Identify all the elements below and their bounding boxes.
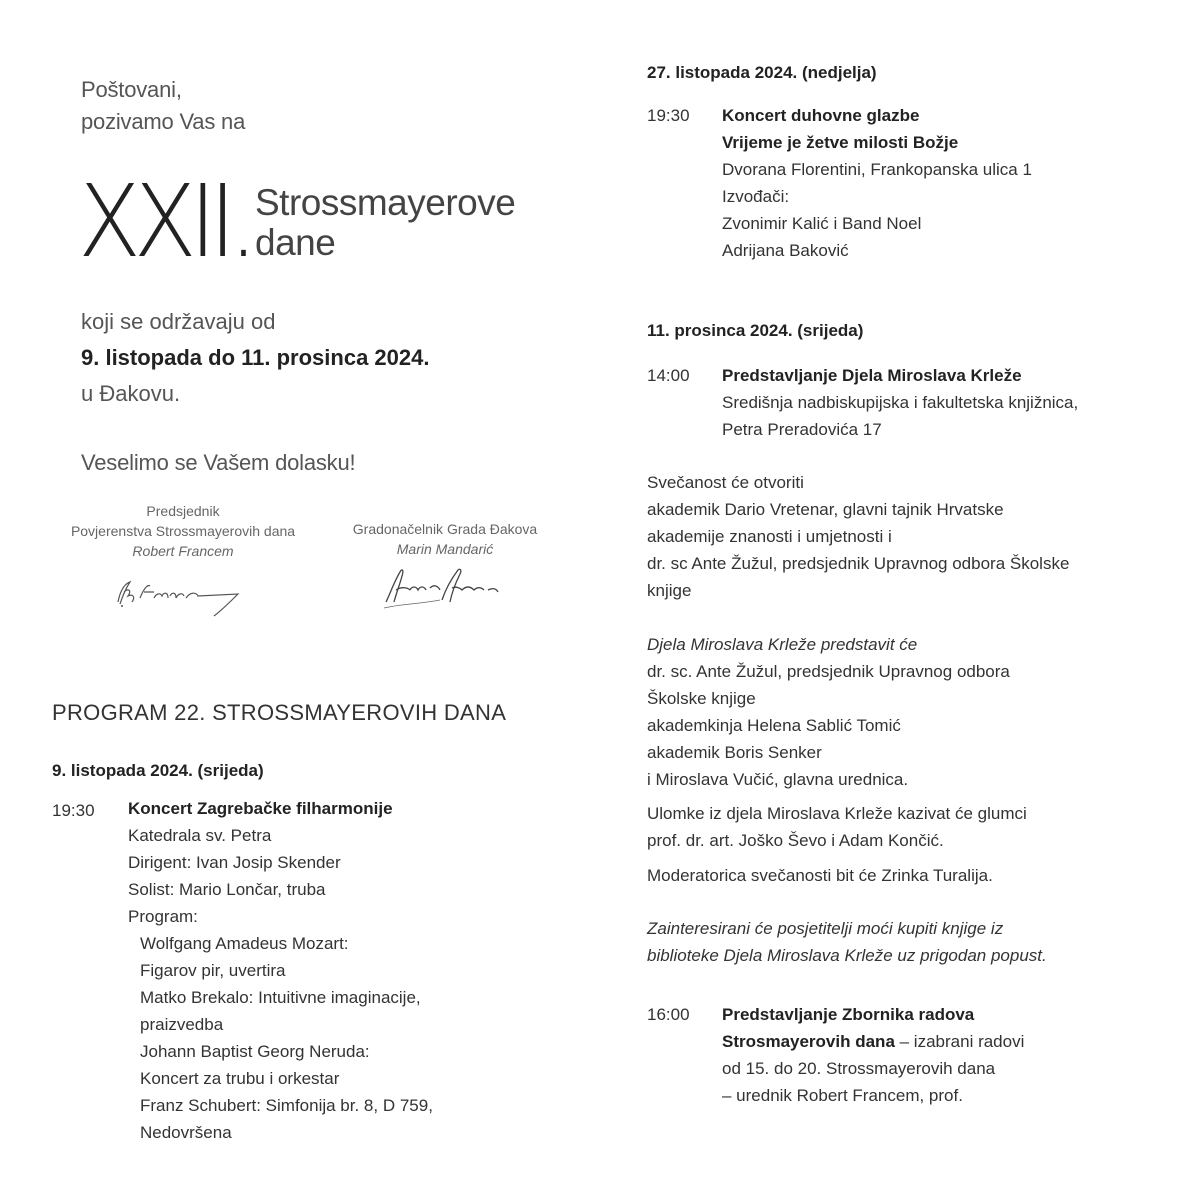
note-line: Zainteresirani će posjetitelji moći kupiti knjige iz <box>647 919 1004 938</box>
presenter-line: i Miroslava Vučić, glavna urednica. <box>647 770 909 789</box>
signature-right-role: Gradonačelnik Grada Đakova <box>352 521 538 537</box>
day2-line: Adrijana Baković <box>722 241 849 260</box>
welcome-text: Veselimo se Vašem dolasku! <box>81 450 356 475</box>
day2-event-title-1: Koncert duhovne glazbe <box>722 106 920 125</box>
day3-event1-title: Predstavljanje Djela Miroslava Krleže <box>722 366 1022 385</box>
day3-event2 <box>722 1001 1162 1109</box>
day1-program-line: Johann Baptist Georg Neruda: <box>140 1042 370 1061</box>
presenter-line: dr. sc. Ante Žužul, predsjednik Upravnog odbora <box>647 662 1010 681</box>
day3-event2-title-2: Strosmayerovih dana <box>722 1032 895 1051</box>
program-heading: PROGRAM 22. STROSSMAYEROVIH DANA <box>52 700 507 725</box>
day2-date: 27. listopada 2024. (nedjelja) <box>647 63 877 82</box>
opening-line: Svečanost će otvoriti <box>647 473 804 492</box>
event-title <box>255 183 515 263</box>
day1-line: Program: <box>128 907 198 926</box>
signature-right-name: Marin Mandarić <box>396 541 494 557</box>
day3-date: 11. prosinca 2024. (srijeda) <box>647 321 864 340</box>
greeting-line-2: pozivamo Vas na <box>81 109 246 134</box>
signature-left-role-1: Predsjednik <box>146 503 220 519</box>
day1-date: 9. listopada 2024. (srijeda) <box>52 761 264 780</box>
day2-event <box>722 102 1162 264</box>
day3-event1 <box>722 362 1162 443</box>
day3-event2-time: 16:00 <box>647 1005 690 1024</box>
event-title-line-1: Strossmayerove <box>255 182 516 223</box>
day3-event1-line: Središnja nadbiskupijska i fakultetska knjižnica, <box>722 393 1079 412</box>
presenters-intro: Djela Miroslava Krleže predstavit će <box>647 635 918 654</box>
opening-line: akademik Dario Vretenar, glavni tajnik Hrvatske <box>647 500 1004 519</box>
day1-program-line: praizvedba <box>140 1015 224 1034</box>
day3-opening <box>647 469 1147 604</box>
note-line: biblioteke Djela Miroslava Krleže uz prigodan popust. <box>647 946 1047 965</box>
greeting-line-1: Poštovani, <box>81 77 182 102</box>
day1-line: Dirigent: Ivan Josip Skender <box>128 853 341 872</box>
signature-left-graphic <box>110 570 250 620</box>
presenter-line: Školske knjige <box>647 689 756 708</box>
signature-right-graphic <box>380 560 510 615</box>
day2-event-title-2: Vrijeme je žetve milosti Božje <box>722 133 959 152</box>
day3-event2-title-1: Predstavljanje Zbornika radova <box>722 1005 975 1024</box>
presenter-line: akademkinja Helena Sablić Tomić <box>647 716 901 735</box>
opening-line: knjige <box>647 581 692 600</box>
day1-event-title: Koncert Zagrebačke filharmonije <box>128 799 393 818</box>
day1-program-line: Nedovršena <box>140 1123 232 1142</box>
day1-line: Katedrala sv. Petra <box>128 826 272 845</box>
day1-program-line: Koncert za trubu i orkestar <box>140 1069 340 1088</box>
roman-numeral: XXII. <box>78 163 251 280</box>
date-range: 9. listopada do 11. prosinca 2024. <box>81 345 430 370</box>
day3-presenters <box>647 631 1147 793</box>
day1-program-line: Matko Brekalo: Intuitivne imaginacije, <box>140 988 421 1007</box>
greeting <box>81 74 245 138</box>
signature-block-left <box>58 501 308 561</box>
day1-line: Solist: Mario Lončar, truba <box>128 880 326 899</box>
signature-block-right <box>340 519 550 559</box>
day1-program-line: Wolfgang Amadeus Mozart: <box>140 934 349 953</box>
day3-event2-title-rest: – izabrani radovi <box>894 1032 1025 1051</box>
day3-moderator: Moderatorica svečanosti bit će Zrinka Turalija. <box>647 866 993 885</box>
event-title-line-2: dane <box>255 222 336 263</box>
day2-line: Dvorana Florentini, Frankopanska ulica 1 <box>722 160 1032 179</box>
actors-line: Ulomke iz djela Miroslava Krleže kazivat će glumci <box>647 804 1027 823</box>
day3-event2-line: od 15. do 20. Strossmayerovih dana <box>722 1059 996 1078</box>
day3-actors <box>647 800 1147 854</box>
held-text: koji se održavaju od <box>81 309 276 334</box>
day1-event <box>128 795 558 1146</box>
day3-event1-time: 14:00 <box>647 366 690 385</box>
day1-time: 19:30 <box>52 801 95 820</box>
day3-event2-line: – urednik Robert Francem, prof. <box>722 1086 963 1105</box>
actors-line: prof. dr. art. Joško Ševo i Adam Končić. <box>647 831 944 850</box>
place-text: u Đakovu. <box>81 381 181 406</box>
opening-line: akademije znanosti i umjetnosti i <box>647 527 892 546</box>
presenter-line: akademik Boris Senker <box>647 743 822 762</box>
signature-left-name: Robert Francem <box>132 543 234 559</box>
signature-left-role-2: Povjerenstva Strossmayerovih dana <box>70 523 296 539</box>
day2-line: Izvođači: <box>722 187 790 206</box>
opening-line: dr. sc Ante Žužul, predsjednik Upravnog odbora Školske <box>647 554 1070 573</box>
day3-note <box>647 915 1147 969</box>
day3-event1-line: Petra Preradovića 17 <box>722 420 882 439</box>
day2-time: 19:30 <box>647 106 690 125</box>
day1-program-line: Figarov pir, uvertira <box>140 961 286 980</box>
day1-program-line: Franz Schubert: Simfonija br. 8, D 759, <box>140 1096 433 1115</box>
day2-line: Zvonimir Kalić i Band Noel <box>722 214 922 233</box>
